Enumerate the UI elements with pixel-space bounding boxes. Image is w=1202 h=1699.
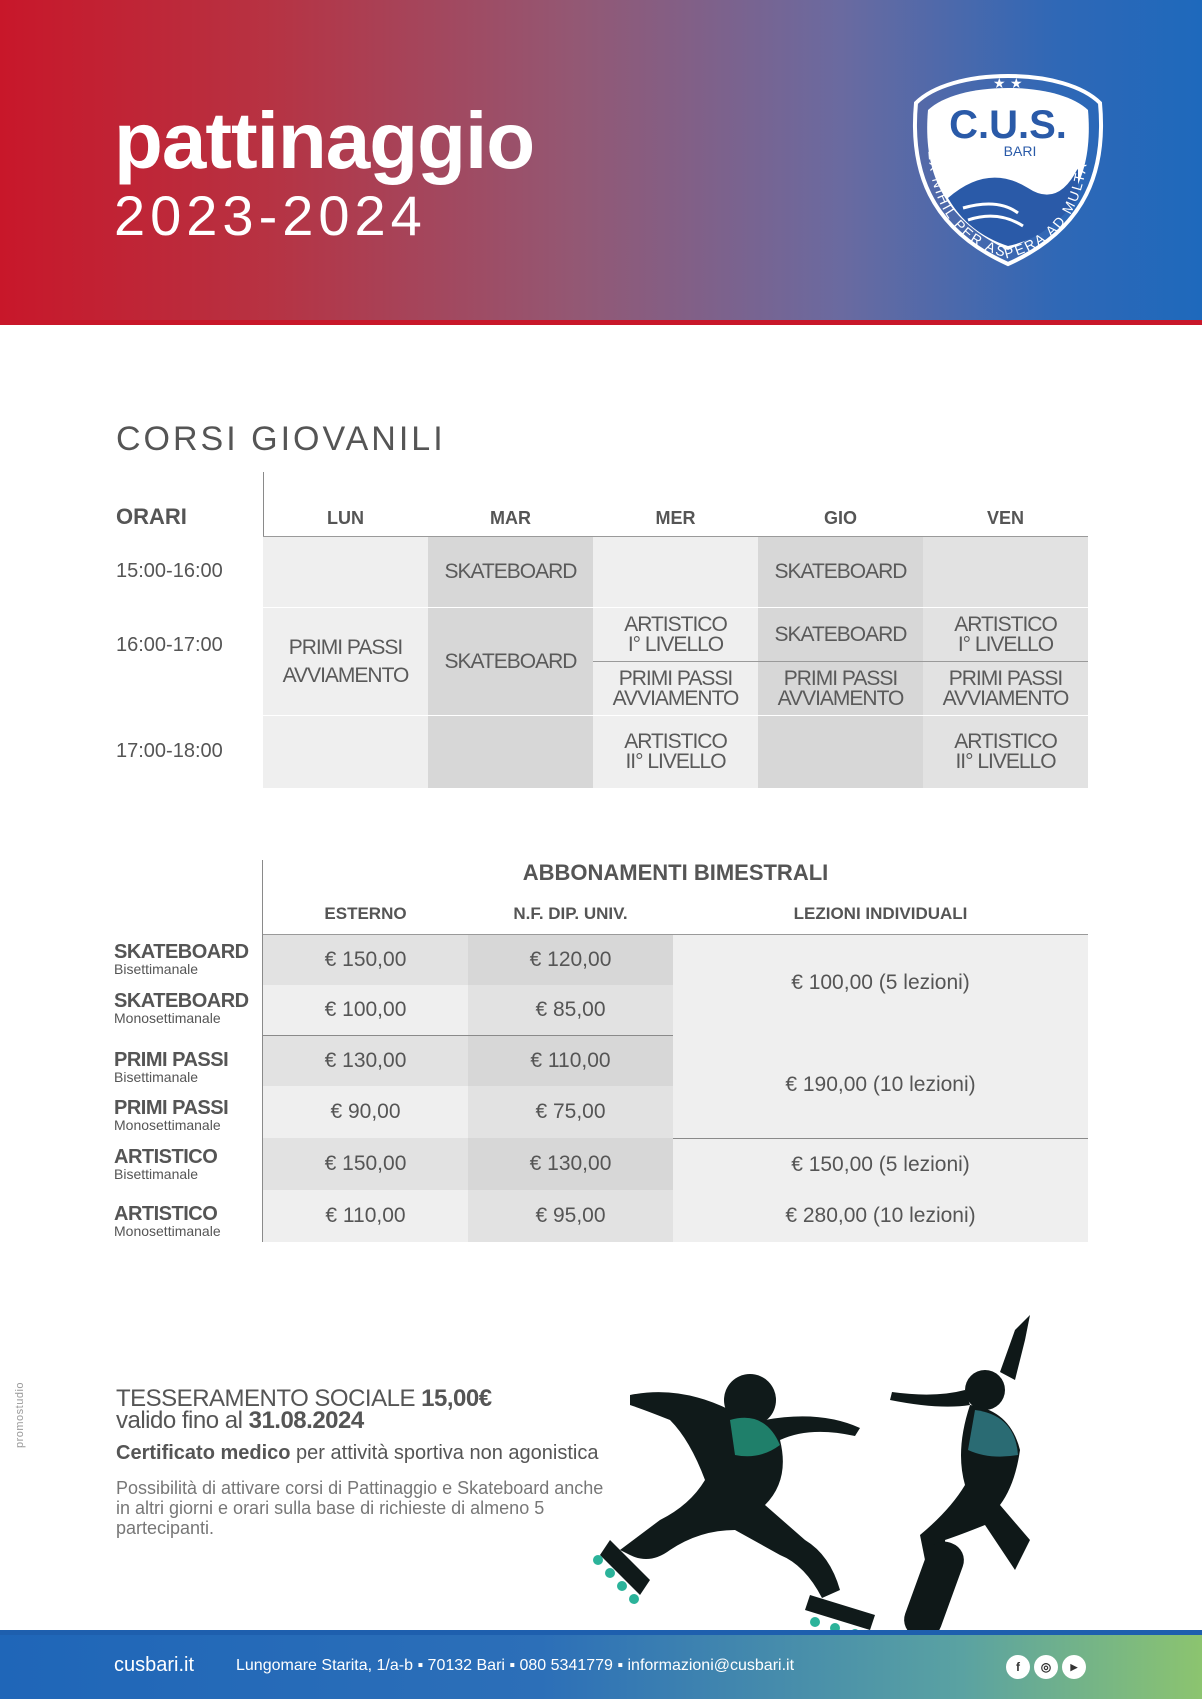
- schedule-cell: [593, 662, 758, 715]
- column-header: ESTERNO: [324, 904, 407, 923]
- membership-validity: [116, 1407, 364, 1434]
- website-link[interactable]: cusbari.it: [114, 1654, 195, 1676]
- instagram-icon[interactable]: ◎: [1034, 1655, 1058, 1679]
- section-title: CORSI GIOVANILI: [116, 420, 446, 458]
- day-header: MAR: [490, 508, 531, 528]
- day-header: LUN: [327, 508, 364, 528]
- column-header: N.F. DIP. UNIV.: [513, 904, 628, 923]
- schedule-cell-line: PRIMI PASSI: [618, 666, 733, 690]
- validity-label: valido fino al: [116, 1407, 243, 1434]
- schedule-cell-line: ARTISTICO: [624, 730, 727, 753]
- price-individual: € 150,00 (5 lezioni): [673, 1139, 1088, 1190]
- membership-label: TESSERAMENTO SOCIALE: [116, 1385, 415, 1412]
- page-title: pattinaggio: [114, 96, 535, 185]
- course-name: SKATEBOARD: [114, 990, 249, 1012]
- schedule-cell-line: II° LIVELLO: [955, 750, 1056, 773]
- schedule-cell-line: ARTISTICO: [624, 612, 727, 636]
- header-divider: [0, 320, 1202, 325]
- schedule-cell-empty: [428, 716, 593, 788]
- schedule-cell-line: ARTISTICO: [954, 612, 1057, 636]
- schedule-cell-line: AVVIAMENTO: [282, 663, 409, 687]
- cus-bari-logo: [908, 68, 1108, 268]
- schedule-cell-empty: [263, 716, 428, 788]
- day-header: MER: [655, 508, 696, 528]
- schedule-cell: [593, 716, 758, 788]
- certificate-rest: per attività sportiva non agonistica: [296, 1442, 599, 1464]
- price-esterno: € 90,00: [263, 1086, 468, 1138]
- schedule-cell: SKATEBOARD: [428, 537, 593, 607]
- price-row-label: [114, 943, 249, 976]
- course-frequency: Monosettimanale: [114, 1117, 221, 1133]
- membership-price: 15,00€: [421, 1385, 492, 1412]
- schedule-cell: SKATEBOARD: [758, 537, 923, 607]
- schedule-cell-line: AVVIAMENTO: [942, 686, 1069, 710]
- schedule-cell: [923, 608, 1088, 661]
- schedule-cell-line: I° LIVELLO: [957, 632, 1054, 656]
- schedule-cell-empty: [758, 716, 923, 788]
- schedule-cell-line: PRIMI PASSI: [783, 666, 898, 690]
- schedule-cell: [593, 608, 758, 661]
- schedule-cell-line: PRIMI PASSI: [288, 635, 403, 659]
- price-esterno: € 150,00: [263, 1138, 468, 1190]
- day-header: VEN: [986, 508, 1024, 528]
- price-nf: € 85,00: [468, 985, 673, 1035]
- price-nf: € 95,00: [468, 1190, 673, 1242]
- schedule-label: ORARI: [116, 504, 187, 529]
- possibility-note: Possibilità di attivare corsi di Pattinaggio e Skateboard anche in altri giorni e orari sulla base di richieste di almeno 5 partecipanti.: [116, 1478, 604, 1538]
- schedule-cell: SKATEBOARD: [758, 608, 923, 661]
- price-individual: € 190,00 (10 lezioni): [785, 1073, 976, 1096]
- course-frequency: Monosettimanale: [114, 1010, 221, 1026]
- contact-address: Lungomare Starita, 1/a-b ▪ 70132 Bari ▪ 080 5341779 ▪ informazioni@cusbari.it: [236, 1657, 795, 1674]
- facebook-icon[interactable]: f: [1006, 1655, 1030, 1679]
- svg-text:★: ★: [993, 76, 1006, 92]
- time-slot: 15:00-16:00: [116, 560, 223, 582]
- svg-text:★: ★: [1010, 76, 1023, 92]
- price-row-label: [114, 1051, 228, 1084]
- course-name: ARTISTICO: [114, 1146, 218, 1168]
- validity-date: 31.08.2024: [248, 1407, 364, 1434]
- course-frequency: Monosettimanale: [114, 1223, 221, 1239]
- prices-title: ABBONAMENTI BIMESTRALI: [522, 860, 829, 885]
- logo-motto: EX NIHIL PER ASPERA AD MULTA: [925, 149, 1090, 262]
- price-nf: € 75,00: [468, 1086, 673, 1138]
- price-row-label: [114, 1148, 217, 1181]
- course-name: SKATEBOARD: [114, 941, 249, 963]
- course-name: PRIMI PASSI: [114, 1049, 229, 1071]
- schedule-cell: [263, 608, 428, 715]
- price-nf: € 110,00: [468, 1036, 673, 1086]
- column-header: LEZIONI INDIVIDUALI: [793, 904, 968, 923]
- certificate-bold: Certificato medico: [116, 1442, 291, 1464]
- group-separator: [263, 1035, 673, 1036]
- schedule-cell-empty: [923, 537, 1088, 607]
- price-individual: € 100,00 (5 lezioni): [791, 971, 970, 994]
- time-slot: 16:00-17:00: [116, 634, 223, 656]
- time-slot: 17:00-18:00: [116, 740, 223, 762]
- schedule-cell-line: AVVIAMENTO: [612, 686, 739, 710]
- schedule-cell-line: AVVIAMENTO: [777, 686, 904, 710]
- schedule-cell: [923, 716, 1088, 788]
- course-name: PRIMI PASSI: [114, 1097, 229, 1119]
- price-esterno: € 110,00: [263, 1190, 468, 1242]
- price-esterno: € 150,00: [263, 935, 468, 985]
- day-header: GIO: [823, 508, 857, 528]
- season-label: 2023-2024: [114, 184, 427, 247]
- schedule-cell: [758, 662, 923, 715]
- credit-label: promostudio: [14, 1381, 26, 1448]
- schedule-cell-empty: [263, 537, 428, 607]
- price-nf: € 120,00: [468, 935, 673, 985]
- schedule-cell-empty: [593, 537, 758, 607]
- price-esterno: € 130,00: [263, 1036, 468, 1086]
- logo-main-text: C.U.S.: [949, 103, 1067, 147]
- skaters-illustration: [590, 1310, 1060, 1670]
- price-esterno: € 100,00: [263, 985, 468, 1035]
- youtube-icon[interactable]: ▶: [1062, 1655, 1086, 1679]
- medical-certificate-note: [116, 1442, 598, 1465]
- schedule-cell: [923, 662, 1088, 715]
- schedule-cell-line: PRIMI PASSI: [948, 666, 1063, 690]
- schedule-cell-line: I° LIVELLO: [627, 632, 724, 656]
- course-name: ARTISTICO: [114, 1203, 218, 1225]
- footer-divider: [0, 1630, 1202, 1635]
- schedule-cell: SKATEBOARD: [428, 608, 593, 715]
- price-row-label: [114, 1099, 228, 1132]
- price-individual: € 280,00 (10 lezioni): [673, 1190, 1088, 1242]
- schedule-cell-line: II° LIVELLO: [625, 750, 726, 773]
- price-row-label: [114, 1205, 221, 1238]
- course-frequency: Bisettimanale: [114, 1069, 199, 1085]
- course-frequency: Bisettimanale: [114, 1166, 199, 1182]
- logo-city-text: BARI: [1003, 143, 1037, 159]
- schedule-cell-line: ARTISTICO: [954, 730, 1057, 753]
- course-frequency: Bisettimanale: [114, 961, 199, 977]
- price-row-label: [114, 992, 249, 1025]
- price-nf: € 130,00: [468, 1138, 673, 1190]
